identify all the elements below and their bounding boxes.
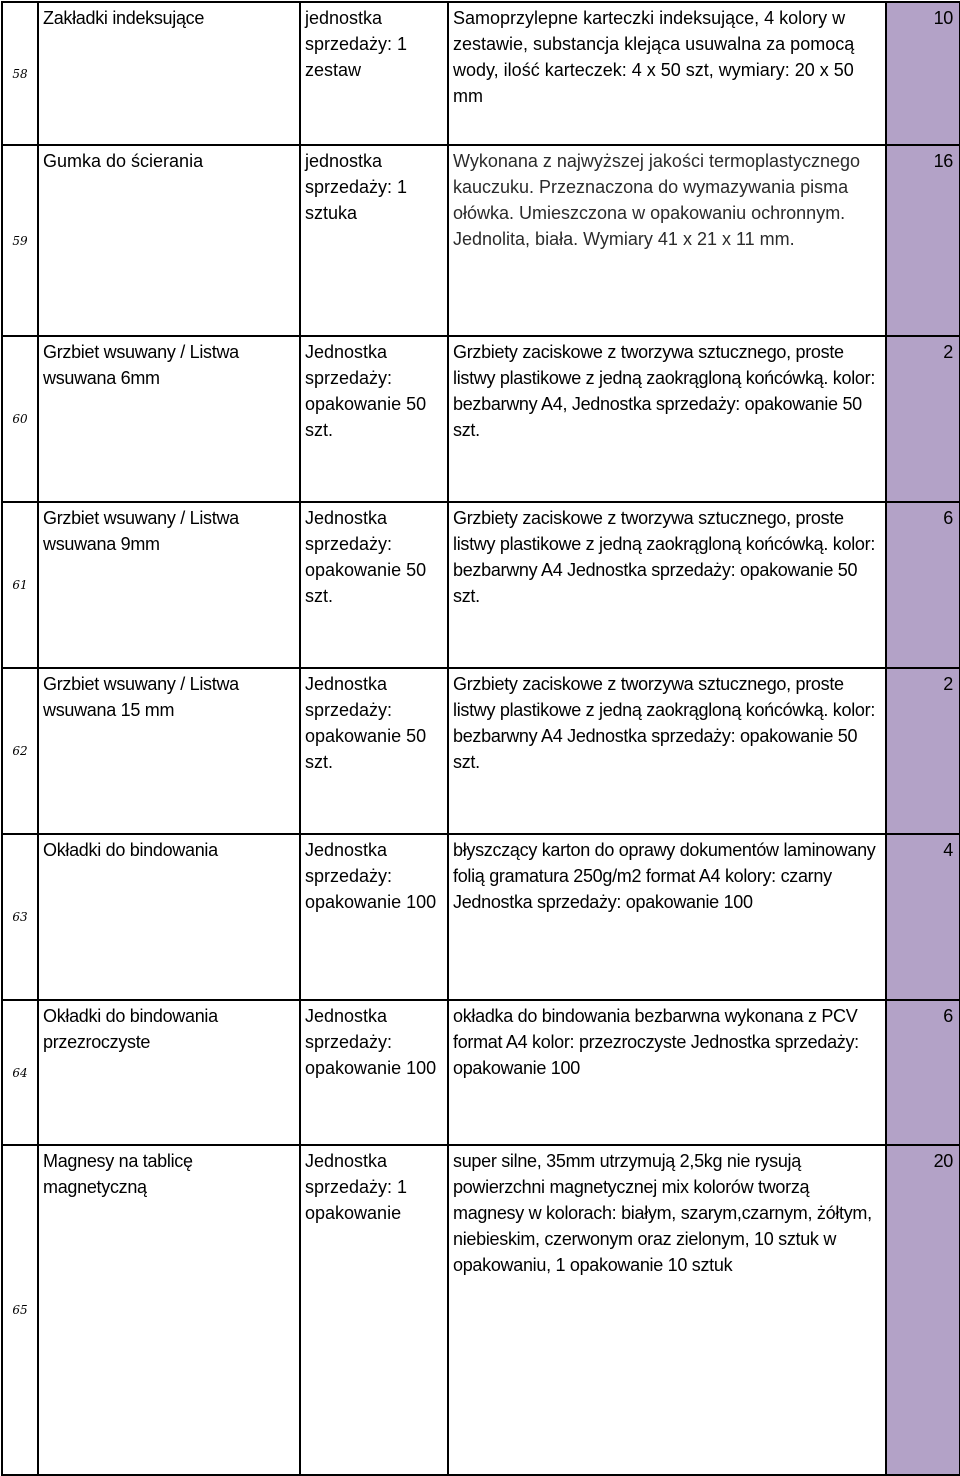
table-row	[2, 336, 960, 502]
product-name: Gumka do ścierania	[38, 145, 300, 336]
product-name: Okładki do bindowania przezroczyste	[38, 1000, 300, 1145]
quantity: 2	[886, 336, 960, 502]
product-name: Grzbiet wsuwany / Listwa wsuwana 9mm	[38, 502, 300, 668]
sales-unit: Jednostka sprzedaży: opakowanie 100	[300, 834, 448, 1000]
product-description: Grzbiety zaciskowe z tworzywa sztucznego, proste listwy plastikowe z jedną zaokrągloną końcówką. kolor: bezbarwny A4 Jednostka sprzedaży: opakowanie 50 szt.	[448, 668, 886, 834]
sales-unit: Jednostka sprzedaży: opakowanie 50 szt.	[300, 668, 448, 834]
quantity: 10	[886, 2, 960, 145]
sales-unit: Jednostka sprzedaży: opakowanie 50 szt.	[300, 502, 448, 668]
table-row	[2, 668, 960, 834]
table-row	[2, 2, 960, 145]
quantity: 4	[886, 834, 960, 1000]
table-row	[2, 834, 960, 1000]
sales-unit: Jednostka sprzedaży: opakowanie 100	[300, 1000, 448, 1145]
product-description: Grzbiety zaciskowe z tworzywa sztucznego, proste listwy plastikowe z jedną zaokrągloną końcówką. kolor: bezbarwny A4, Jednostka sprzedaży: opakowanie 50 szt.	[448, 336, 886, 502]
quantity: 6	[886, 502, 960, 668]
product-description: super silne, 35mm utrzymują 2,5kg nie rysują powierzchni magnetycznej mix kolorów tworzą magnesy w kolorach: białym, szarym,czarnym, żółtym, niebieskim, czerwonym oraz zielonym, 10 sztuk w opakowaniu, 1 opakowanie 10 sztuk	[448, 1145, 886, 1475]
row-number: 62	[2, 668, 38, 834]
product-name: Grzbiet wsuwany / Listwa wsuwana 15 mm	[38, 668, 300, 834]
row-number: 63	[2, 834, 38, 1000]
product-name: Magnesy na tablicę magnetyczną	[38, 1145, 300, 1475]
product-name: Grzbiet wsuwany / Listwa wsuwana 6mm	[38, 336, 300, 502]
row-number: 59	[2, 145, 38, 336]
quantity: 6	[886, 1000, 960, 1145]
table-row	[2, 1000, 960, 1145]
product-description: Grzbiety zaciskowe z tworzywa sztucznego, proste listwy plastikowe z jedną zaokrągloną końcówką. kolor: bezbarwny A4 Jednostka sprzedaży: opakowanie 50 szt.	[448, 502, 886, 668]
quantity: 20	[886, 1145, 960, 1475]
row-number: 64	[2, 1000, 38, 1145]
table-row	[2, 1145, 960, 1475]
product-description: Wykonana z najwyższej jakości termoplastycznego kauczuku. Przeznaczona do wymazywania pisma ołówka. Umieszczona w opakowaniu ochronnym. Jednolita, biała. Wymiary 41 x 21 x 11 mm.	[448, 145, 886, 336]
product-description: błyszczący karton do oprawy dokumentów laminowany folią gramatura 250g/m2 format A4 kolory: czarny Jednostka sprzedaży: opakowanie 100	[448, 834, 886, 1000]
sales-unit: Jednostka sprzedaży: opakowanie 50 szt.	[300, 336, 448, 502]
quantity: 16	[886, 145, 960, 336]
product-name: Zakładki indeksujące	[38, 2, 300, 145]
table-row	[2, 145, 960, 336]
table-row	[2, 502, 960, 668]
quantity: 2	[886, 668, 960, 834]
sales-unit: jednostka sprzedaży: 1 zestaw	[300, 2, 448, 145]
product-description: Samoprzylepne karteczki indeksujące, 4 kolory w zestawie, substancja klejąca usuwalna za pomocą wody, ilość karteczek: 4 x 50 szt, wymiary: 20 x 50 mm	[448, 2, 886, 145]
row-number: 61	[2, 502, 38, 668]
product-description: okładka do bindowania bezbarwna wykonana z PCV format A4 kolor: przezroczyste Jednostka sprzedaży: opakowanie 100	[448, 1000, 886, 1145]
row-number: 58	[2, 2, 38, 145]
sales-unit: Jednostka sprzedaży: 1 opakowanie	[300, 1145, 448, 1475]
product-name: Okładki do bindowania	[38, 834, 300, 1000]
row-number: 60	[2, 336, 38, 502]
product-table	[1, 1, 960, 1476]
row-number: 65	[2, 1145, 38, 1475]
sales-unit: jednostka sprzedaży: 1 sztuka	[300, 145, 448, 336]
